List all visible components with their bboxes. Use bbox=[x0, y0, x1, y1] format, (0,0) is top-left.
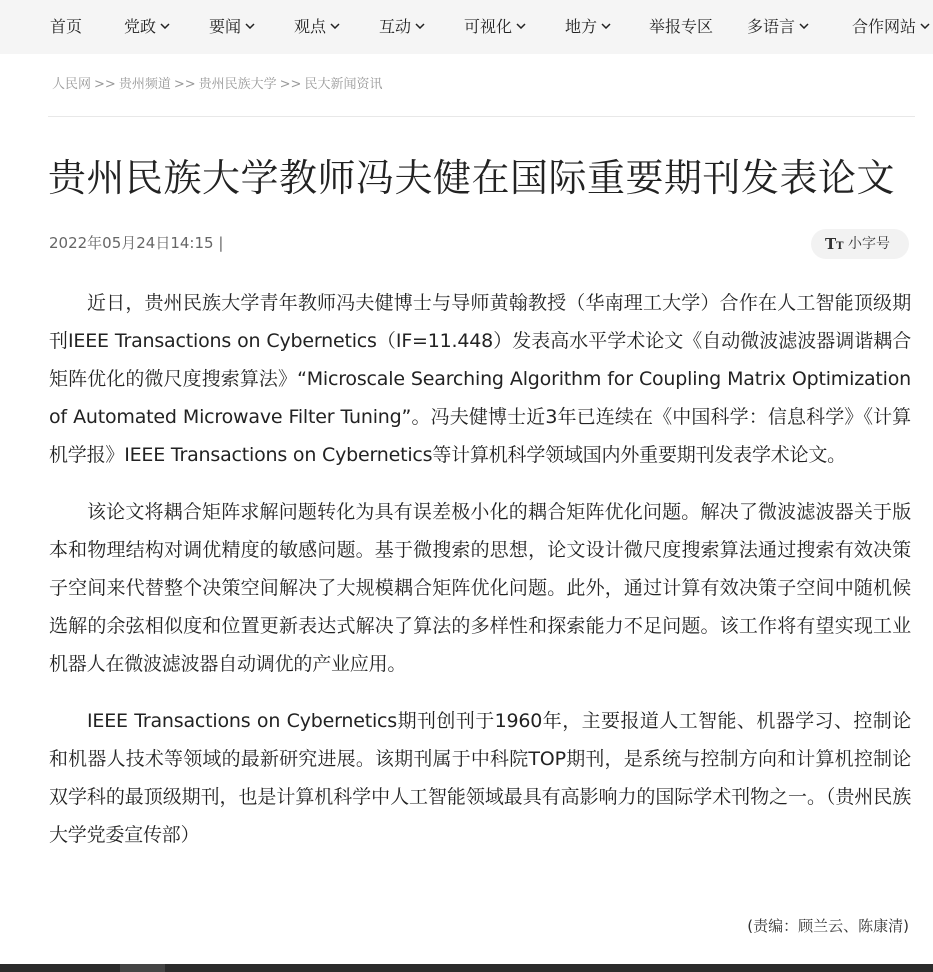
header-divider bbox=[48, 116, 915, 117]
chevron-down-icon bbox=[516, 23, 526, 29]
nav-item-party[interactable]: 党政 bbox=[124, 0, 170, 54]
article-paragraph: 近日，贵州民族大学青年教师冯夫健博士与导师黄翰教授（华南理工大学）合作在人工智能顶级期刊IEEE Transactions on Cybernetics（IF=11.448）发表高水平学术论文《自动微波滤波器调谐耦合矩阵优化的微尺度搜索算法》“Microscale Searching Algorithm for Coupling Matrix Optimization of Automated Microwave Filter Tuning”。冯夫健博士近3年已连续在《中国科学：信息科学》《计算机学报》IEEE Transactions on Cybernetics等计算机科学领域国内外重要期刊发表学术论文。 bbox=[49, 292, 911, 466]
breadcrumb bbox=[52, 76, 382, 94]
article-paragraph: IEEE Transactions on Cybernetics期刊创刊于1960年，主要报道人工智能、机器学习、控制论和机器人技术等领域的最新研究进展。该期刊属于中科院TOP期刊，是系统与控制方向和计算机控制论双学科的最顶级期刊，也是计算机科学中人工智能领域最具有高影响力的国际学术刊物之一。（贵州民族大学党委宣传部） bbox=[49, 710, 911, 846]
chevron-down-icon bbox=[330, 23, 340, 29]
font-size-toggle-label: 小字号 bbox=[848, 236, 890, 252]
article-editor: (责编：顾兰云、陈康清) bbox=[747, 917, 909, 935]
chevron-down-icon bbox=[799, 23, 809, 29]
breadcrumb-separator: >> bbox=[94, 77, 116, 92]
nav-item-interact[interactable]: 互动 bbox=[379, 0, 425, 54]
nav-item-report[interactable]: 举报专区 bbox=[649, 17, 714, 36]
breadcrumb-link-university[interactable]: 贵州民族大学 bbox=[198, 77, 277, 92]
chevron-down-icon bbox=[601, 23, 611, 29]
nav-item-news[interactable]: 要闻 bbox=[209, 0, 255, 54]
chevron-down-icon bbox=[160, 23, 170, 29]
page-title: 贵州民族大学教师冯夫健在国际重要期刊发表论文 bbox=[48, 156, 896, 200]
bottom-bar-segment bbox=[120, 964, 165, 972]
breadcrumb-link-news[interactable]: 民大新闻资讯 bbox=[304, 77, 383, 92]
chevron-down-icon bbox=[415, 23, 425, 29]
article-body bbox=[49, 284, 911, 873]
nav-item-local[interactable]: 地方 bbox=[565, 0, 611, 54]
nav-item-languages[interactable]: 多语言 bbox=[747, 0, 809, 54]
breadcrumb-link-guizhou[interactable]: 贵州频道 bbox=[118, 77, 171, 92]
nav-item-home[interactable]: 首页 bbox=[50, 17, 83, 36]
chevron-down-icon bbox=[245, 23, 255, 29]
breadcrumb-link-people[interactable]: 人民网 bbox=[52, 77, 92, 92]
bottom-bar bbox=[0, 964, 933, 972]
font-size-toggle-button[interactable] bbox=[811, 229, 909, 259]
article-date: 2022年05月24日14:15 | bbox=[49, 234, 224, 252]
chevron-down-icon bbox=[920, 23, 930, 29]
nav-item-opinion[interactable]: 观点 bbox=[294, 0, 340, 54]
nav-item-visual[interactable]: 可视化 bbox=[464, 0, 526, 54]
nav-item-partners[interactable]: 合作网站 bbox=[852, 0, 930, 54]
text-size-icon: TT bbox=[825, 235, 844, 253]
top-nav bbox=[0, 0, 933, 54]
breadcrumb-separator: >> bbox=[279, 77, 302, 92]
breadcrumb-separator: >> bbox=[173, 77, 196, 92]
article-paragraph: 该论文将耦合矩阵求解问题转化为具有误差极小化的耦合矩阵优化问题。解决了微波滤波器关于版本和物理结构对调优精度的敏感问题。基于微搜索的思想，论文设计微尺度搜索算法通过搜索有效决策子空间来代替整个决策空间解决了大规模耦合矩阵优化问题。此外，通过计算有效决策子空间中随机候选解的余弦相似度和位置更新表达式解决了算法的多样性和探索能力不足问题。该工作将有望实现工业机器人在微波滤波器自动调优的产业应用。 bbox=[49, 501, 911, 675]
